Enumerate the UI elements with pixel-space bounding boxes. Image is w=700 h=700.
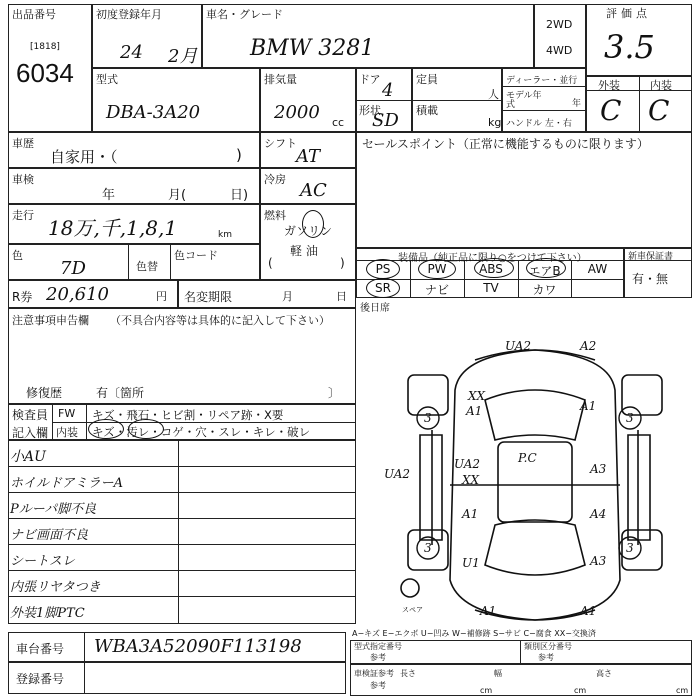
notes-label: 注意事項申告欄 <box>12 314 89 327</box>
legend-text: A−キズ E−エクボ U−凹み W−補修跡 S−サビ C−腐食 XX−交換済 <box>352 629 596 638</box>
history-box <box>8 132 260 168</box>
shift-label: シフト <box>264 137 297 150</box>
mark-a4-right-door: A4 <box>590 507 607 521</box>
chassis-label: 車台番号 <box>16 642 65 656</box>
equip-leather: カワ <box>532 283 557 297</box>
note-line-3: Pルーパ脚不良 <box>10 502 97 517</box>
recycle-yen: 円 <box>156 290 167 303</box>
equipment-title: 装備品（純正品に限り○をつけて下さい） <box>398 253 587 264</box>
mark-spare: スペア <box>402 606 423 614</box>
size-ref: 参考 <box>370 681 386 690</box>
equip-tv: TV <box>483 281 499 295</box>
mark-3-rl-wheel: 3 <box>424 541 432 555</box>
lot-number: 6034 <box>16 58 74 88</box>
gasoline-circle <box>302 210 324 238</box>
displacement-label: 排気量 <box>264 73 297 86</box>
type-value: DBA-3A20 <box>106 102 201 123</box>
airbag-circle <box>526 258 566 278</box>
mark-a3-right: A3 <box>590 462 607 476</box>
recycle-label: R券 <box>12 290 33 304</box>
grade-value: 3.5 <box>604 28 655 66</box>
width-label: 幅 <box>494 669 502 678</box>
model-value: BMW 3281 <box>250 36 375 61</box>
mark-xx-front: XX <box>468 389 486 403</box>
interior-yogore-circle <box>128 419 164 439</box>
new-car-label: 新車保証書 <box>628 252 674 262</box>
inspection-label: 車検 <box>12 173 34 186</box>
repair-close: 〕 <box>328 386 341 400</box>
fuel-label: 燃料 <box>264 209 286 222</box>
new-car-value: 有・無 <box>632 272 669 286</box>
note-line-1: 小AU <box>10 449 46 465</box>
interior-kizu-circle <box>88 419 124 439</box>
cc: cc <box>332 116 345 129</box>
mark-a1-front-left: A1 <box>466 404 483 418</box>
category-label: 類別区分番号 <box>524 642 572 651</box>
repair-label: 修復歴 <box>26 386 63 400</box>
load-label: 積載 <box>416 104 438 117</box>
note-line-6: 内張リヤタつき <box>10 580 101 595</box>
registration-label: 登録番号 <box>16 672 65 686</box>
shape-label: 形状 <box>359 104 381 117</box>
name-change-day: 日 <box>336 290 347 303</box>
handle-label: ハンドル 左・右 <box>506 119 572 129</box>
displacement-value: 2000 <box>274 102 320 123</box>
mark-3-fr-wheel: 3 <box>626 411 634 425</box>
inspector-label-1: 検査員 <box>12 408 49 422</box>
fw-items: キズ・飛石・ヒビ割・リペア跡・X要 <box>92 408 284 422</box>
inspection-box <box>8 168 260 204</box>
repair-value: 有〔箇所 <box>96 386 145 400</box>
length-cm: cm <box>480 686 493 695</box>
model-label: 車名・グレード <box>206 8 283 21</box>
pw-circle <box>418 259 456 279</box>
mark-3-rr-wheel: 3 <box>626 541 634 555</box>
mark-ua2-top: UA2 <box>505 339 532 353</box>
exterior-value: C <box>600 94 622 127</box>
first-reg-month: 2月 <box>168 46 198 67</box>
mark-pc-roof: P.C <box>518 451 537 465</box>
shape-value: SD <box>372 110 399 131</box>
fuel-paren-r: ) <box>340 256 345 270</box>
note-line-5: シートスレ <box>10 554 75 569</box>
ac-value: AC <box>300 180 327 201</box>
equip-airbag: エアB <box>528 264 561 278</box>
mark-a1-rear-bottom-right: A1 <box>580 604 597 618</box>
sales-point-label: セールスポイント（正常に機能するものに限ります） <box>362 137 649 151</box>
equip-aw: AW <box>587 262 608 276</box>
interior-label: 内装 <box>650 79 672 92</box>
inspection-day: 日) <box>230 188 249 203</box>
mark-ua2-left: UA2 <box>384 467 411 481</box>
ac-label: 冷房 <box>264 173 286 186</box>
color-label: 色 <box>12 249 23 262</box>
mark-xx-mid: XX <box>462 473 480 487</box>
equip-abs: ABS <box>479 262 503 276</box>
note-line-2: ホイルドアミラーA <box>10 476 123 491</box>
sr-circle <box>366 278 400 298</box>
abs-circle <box>474 258 514 278</box>
shift-value: AT <box>296 146 321 167</box>
exterior-label: 外装 <box>598 79 620 92</box>
mark-ua2-mid: UA2 <box>454 457 481 471</box>
dealer-label: ディーラー・並行 <box>506 76 578 86</box>
note-line-4: ナビ画面不良 <box>10 528 89 543</box>
mark-a1-rear-bottom: A1 <box>480 604 497 618</box>
first-reg-label: 初度登録年月 <box>96 8 162 21</box>
name-change-month: 月 <box>282 290 293 303</box>
capacity-unit: 人 <box>488 88 499 101</box>
interior-value: C <box>648 94 670 127</box>
fuel-gasoline: ガソリン <box>284 224 333 238</box>
width-cm: cm <box>574 686 587 695</box>
type-designation-ref: 参考 <box>370 653 386 662</box>
recycle-value: 20,610 <box>46 284 109 305</box>
type-label: 型式 <box>96 73 118 86</box>
doors-label: ドア <box>359 73 381 86</box>
drive-4wd: 4WD <box>546 44 573 57</box>
mileage-value: 18万,千,1,8,1 <box>48 216 178 240</box>
equip-sr: SR <box>375 281 391 295</box>
category-ref: 参考 <box>538 653 554 662</box>
equip-pw: PW <box>427 262 447 276</box>
mark-3-fl-wheel: 3 <box>424 411 432 425</box>
mark-a2-top: A2 <box>580 339 597 353</box>
first-reg-year: 24 <box>120 42 143 63</box>
interior-items-label: 内装 <box>56 426 78 439</box>
fuel-diesel: 軽 油 <box>290 244 318 258</box>
height-label: 高さ <box>596 669 612 678</box>
color-change-label: 色替 <box>136 260 158 273</box>
year-unit: 年 <box>572 99 582 109</box>
inspector-label-2: 記入欄 <box>12 426 49 440</box>
lot-small: [1818] <box>30 42 60 52</box>
history-value: 自家用・（ <box>50 148 118 166</box>
type-designation-label: 型式指定番号 <box>354 642 402 651</box>
notes-hint: （不具合内容等は具体的に記入して下さい） <box>110 314 330 327</box>
history-close: ) <box>236 146 242 164</box>
color-box <box>8 244 260 280</box>
mark-u1-rear-left: U1 <box>462 556 480 570</box>
equip-ps: PS <box>375 262 391 276</box>
grade-label: 評価点 <box>606 7 651 20</box>
doors-value: 4 <box>382 80 394 101</box>
fw-label: FW <box>58 407 76 420</box>
rear-seat-label: 後日席 <box>360 303 390 314</box>
inspection-year: 年 <box>102 188 116 203</box>
size-label: 車検証参考 <box>354 669 394 678</box>
mark-a1-front-right: A1 <box>580 399 597 413</box>
model-year-label: モデル年式 <box>506 91 542 110</box>
lot-label: 出品番号 <box>12 8 56 21</box>
equip-navi: ナビ <box>424 283 449 297</box>
length-label: 長さ <box>400 669 416 678</box>
height-cm: cm <box>676 686 689 695</box>
history-label: 車歴 <box>12 137 34 150</box>
name-change-label: 名変期限 <box>184 290 233 304</box>
drive-box <box>534 4 586 68</box>
chassis-value: WBA3A52090F113198 <box>94 636 302 657</box>
inspection-month: 月( <box>168 188 187 203</box>
interior-items: キズ・汚レ・コゲ・穴・スレ・キレ・破レ <box>92 425 311 439</box>
note-line-7: 外装1脚PTC <box>10 606 85 621</box>
mark-a3-rear-right: A3 <box>590 554 607 568</box>
color-value: 7D <box>60 258 86 279</box>
color-code-label: 色コード <box>174 249 218 262</box>
mileage-label: 走行 <box>12 209 34 222</box>
drive-2wd: 2WD <box>546 18 573 31</box>
mileage-unit: km <box>218 230 232 240</box>
capacity-label: 定員 <box>416 73 438 86</box>
load-unit: kg <box>488 116 502 129</box>
ps-circle <box>366 259 400 279</box>
car-diagram <box>380 330 690 630</box>
mark-a1-left-door: A1 <box>462 507 479 521</box>
fuel-paren-l: ( <box>268 256 273 270</box>
